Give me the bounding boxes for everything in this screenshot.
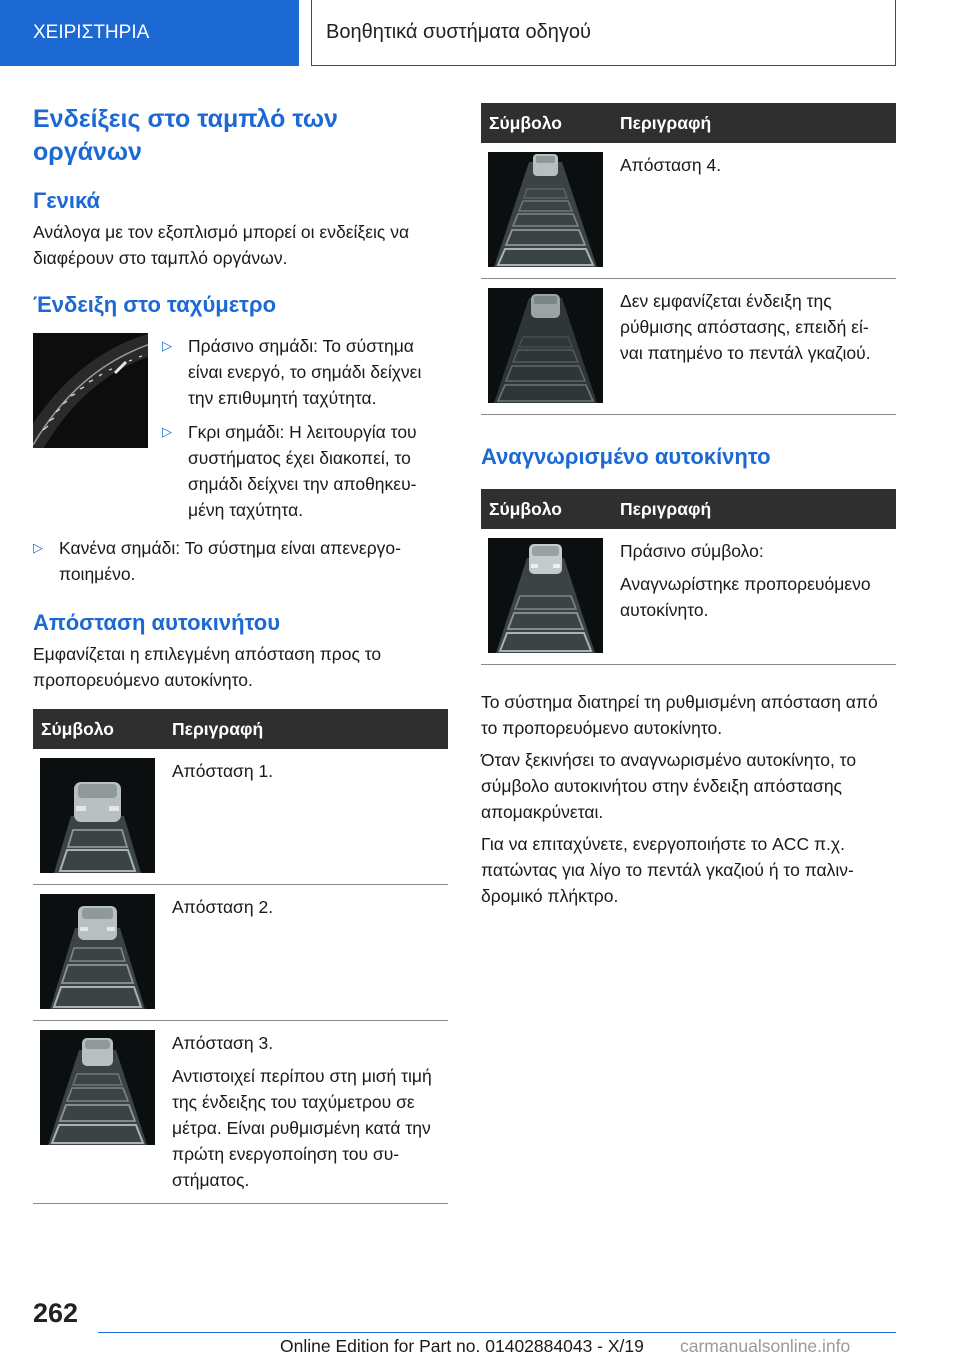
general-text: Ανάλογα με τον εξοπλισμό μπορεί οι ενδείξεις να διαφέρουν στο ταμπλό οργάνων.	[33, 222, 410, 268]
row-desc: Απόσταση 1.	[172, 761, 274, 781]
table-row	[481, 279, 896, 415]
bullet-no-mark: ▷ Κανένα σημάδι: Το σύστημα είναι απενεργο‐ ποιημένο.	[33, 535, 448, 587]
recognized-table	[481, 489, 896, 665]
speedo-bullets	[162, 333, 448, 531]
speedometer-image	[33, 333, 148, 448]
row-desc: Απόσταση 3.	[172, 1033, 274, 1053]
page-number: 262	[33, 1298, 79, 1328]
watermark: carmanualsonline.info	[680, 1336, 851, 1356]
distance-1-icon	[40, 758, 155, 873]
bullet-triangle-icon: ▷	[33, 540, 43, 555]
section-title-line2: οργάνων	[33, 138, 142, 166]
distance-table	[33, 709, 448, 1204]
distance-table-cont	[481, 103, 896, 415]
row-desc: Απόσταση 2.	[172, 897, 274, 917]
bullet-grey-mark: ▷ Γκρι σημάδι: Η λειτουργία του συστήματος έχει διακοπεί, το σημάδι δείχνει την αποθηκευ‐ μένη ταχύτητα.	[162, 419, 448, 523]
distance-2-icon	[40, 894, 155, 1009]
table-row	[481, 143, 896, 279]
col-desc-header: Περιγραφή	[612, 103, 896, 143]
row-desc: Πράσινο σύμβολο:	[620, 541, 764, 561]
right-column	[481, 103, 896, 909]
row-desc: Δεν εμφανίζεται ένδειξη της ρύθμισης απόστασης, επειδή εί‐ ναι πατημένο το πεντάλ γκαζιού.	[620, 291, 871, 363]
col-symbol-header: Σύμβολο	[481, 103, 612, 143]
col-desc-header: Περιγραφή	[164, 709, 448, 749]
distance-3-icon	[40, 1030, 155, 1145]
bullet-green-mark: ▷ Πράσινο σημάδι: Το σύστημα είναι ενεργό, το σημάδι δείχνει την επιθυμητή ταχύτητα.	[162, 333, 448, 411]
row-desc-detail: Αντιστοιχεί περίπου στη μισή τιμή της ένδειξης του ταχύμετρου σε μέτρα. Είναι ρυθμισμένη κατά την πρώτη ενεργοποίηση του συ‐ στήματος.	[172, 1066, 432, 1190]
footer-edition: Online Edition for Part no. 01402884043 - X/19	[280, 1336, 644, 1356]
paragraph: Για να επιταχύνετε, ενεργοποιήστε το ACC π.χ. πατώντας για λίγο το πεντάλ γκαζιού ή το παλιν‐ δρομικό πλήκτρο.	[481, 834, 854, 906]
section-title	[33, 103, 448, 169]
distance-pedal-icon	[488, 288, 603, 403]
speedo-section	[33, 333, 448, 531]
row-desc: Απόσταση 4.	[620, 155, 722, 175]
table-row	[33, 749, 448, 885]
distance-text: Εμφανίζεται η επιλεγμένη απόσταση προς το προπορευόμενο αυτοκίνητο.	[33, 644, 382, 690]
speedo-heading: Ένδειξη στο ταχύμετρο	[33, 292, 277, 317]
row-desc-detail: Αναγνωρίστηκε προπορευόμενο αυτοκίνητο.	[620, 574, 871, 620]
body-paragraphs	[481, 689, 896, 909]
chapter-title: Βοηθητικά συστήματα οδηγού	[311, 0, 896, 66]
table-row	[33, 1021, 448, 1204]
bullet-triangle-icon: ▷	[162, 338, 172, 353]
distance-4-icon	[488, 152, 603, 267]
col-symbol-header: Σύμβολο	[481, 489, 612, 529]
table-row	[481, 529, 896, 665]
table-row	[33, 885, 448, 1021]
section-title-line1: Ενδείξεις στο ταμπλό των	[33, 105, 338, 133]
bullet-triangle-icon: ▷	[162, 424, 172, 439]
col-desc-header: Περιγραφή	[612, 489, 896, 529]
paragraph: Το σύστημα διατηρεί τη ρυθμισμένη απόσταση από το προπορευόμενο αυτοκίνητο.	[481, 692, 878, 738]
col-symbol-header: Σύμβολο	[33, 709, 164, 749]
distance-heading: Απόσταση αυτοκινήτου	[33, 610, 281, 635]
section-tab: ΧΕΙΡΙΣΤΗΡΙΑ	[0, 0, 299, 66]
recognized-heading: Αναγνωρισμένο αυτοκίνητο	[481, 444, 771, 469]
footer-divider	[98, 1332, 896, 1333]
recognized-car-icon	[488, 538, 603, 653]
general-heading: Γενικά	[33, 188, 101, 213]
paragraph: Όταν ξεκινήσει το αναγνωρισμένο αυτοκίνητο, το σύμβολο αυτοκινήτου στην ένδειξη απόστασης απομακρύνεται.	[481, 750, 857, 822]
left-column	[33, 103, 448, 1204]
